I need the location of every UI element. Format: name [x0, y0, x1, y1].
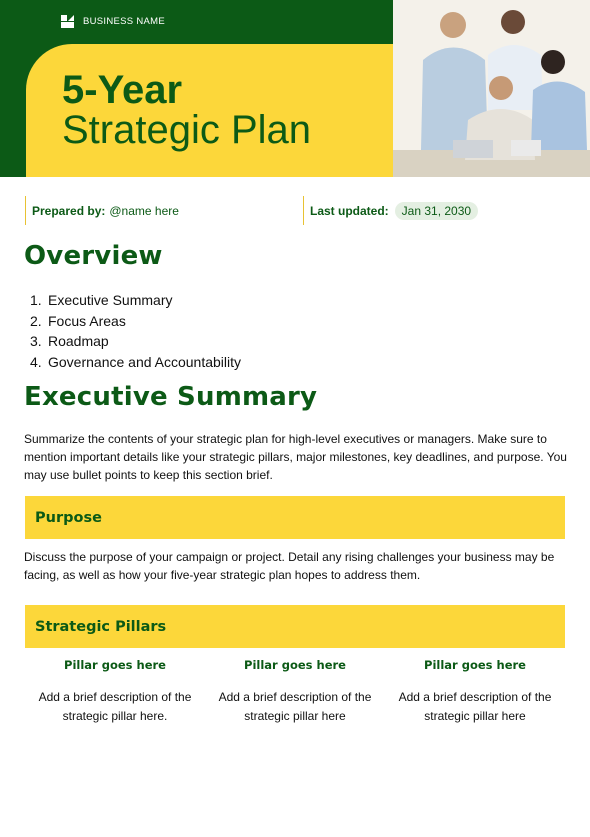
header-banner	[0, 0, 590, 177]
page-title-line2: Strategic Plan	[62, 108, 312, 152]
pillar-description: Add a brief description of the strategic pillar here	[218, 690, 372, 723]
brand-name: BUSINESS NAME	[83, 16, 166, 27]
last-updated	[303, 196, 478, 225]
brand-logo-icon	[61, 15, 74, 28]
page-title	[62, 70, 311, 150]
overview-heading: Overview	[24, 241, 163, 271]
pillar-card	[385, 656, 565, 726]
list-item: 4. Governance and Accountability	[30, 353, 242, 370]
strategic-pillars-heading: Strategic Pillars	[25, 605, 565, 648]
prepared-by-value: @name here	[109, 203, 179, 218]
pillar-card	[205, 656, 385, 726]
pillar-description: Add a brief description of the strategic pillar here	[398, 690, 552, 723]
list-item: 3. Roadmap	[30, 333, 109, 349]
pillars-row	[25, 656, 565, 726]
last-updated-label: Last updated:	[310, 203, 389, 218]
pillar-title: Pillar goes here	[244, 658, 346, 672]
list-item: 2. Focus Areas	[30, 312, 126, 329]
executive-summary-text: Summarize the contents of your strategic plan for high-level executives or managers. Make sure to mention important details like your strategic pillars, major milestones, key deadlines, and purpose. You may use bullet points to keep this section brief.	[24, 432, 567, 482]
page-title-line1: 5-Year	[62, 68, 183, 112]
purpose-heading: Purpose	[25, 496, 565, 539]
pillar-title: Pillar goes here	[424, 658, 526, 672]
last-updated-date-badge: Jan 31, 2030	[395, 202, 478, 220]
list-item: 1. Executive Summary	[30, 292, 173, 308]
pillar-title: Pillar goes here	[64, 658, 166, 672]
overview-list	[30, 290, 242, 372]
prepared-by-label: Prepared by:	[32, 203, 106, 218]
team-photo	[393, 0, 590, 177]
pillar-card	[25, 656, 205, 726]
prepared-by	[25, 196, 179, 225]
purpose-text: Discuss the purpose of your campaign or project. Detail any rising challenges your business may be facing, as well as how your five-year strategic plan hopes to address them.	[24, 550, 555, 582]
pillar-description: Add a brief description of the strategic pillar here.	[38, 690, 192, 723]
executive-summary-heading: Executive Summary	[24, 382, 318, 412]
brand	[61, 15, 165, 28]
